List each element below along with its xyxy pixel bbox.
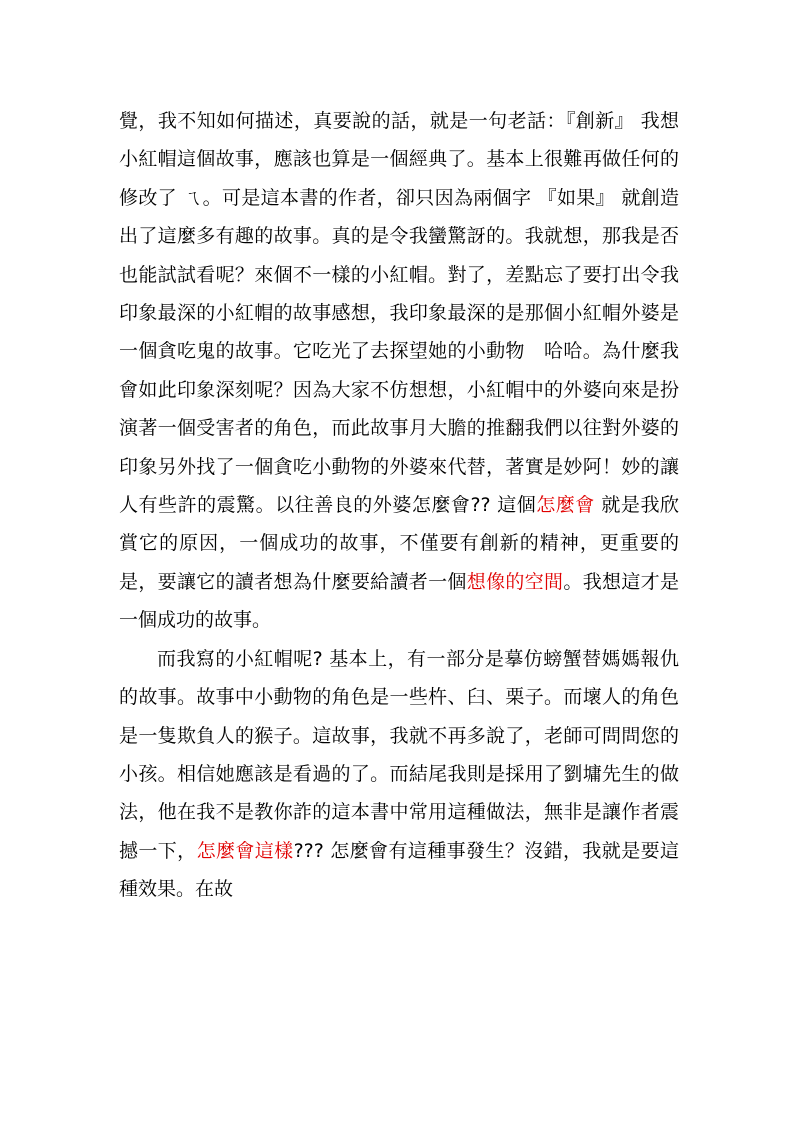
highlight-imagination-space: 想像的空間 xyxy=(466,570,564,593)
paragraph-1-text-a: 覺，我不知如何描述，真要說的話，就是一句老話：『創新』 我想小紅帽這個故事，應該也算是一個經典了。基本上很難再做任何的修改了 ㄟ。可是這本書的作者，卻只因為兩個字 『如果』 就創造出了這麼多有趣的故事。真的是令我蠻驚訝的。我就想，那我是否也能試試看呢？來個不一樣的小紅帽。對了，差點忘了要打出令我印象最深的小紅帽的故事感想，我印象最深的是那個小紅帽外婆是一個貪吃鬼的故事。它吃光了去探望她的小動物 哈哈。為什麼我會如此印象深刻呢？因為大家不仿想想，小紅帽中的外婆向來是扮演著一個受害者的角色，而此故事月大膽的推翻我們以往對外婆的印象另外找了一個貪吃小動物的外婆來代替，著實是妙阿！妙的讓人有些許的震驚。以往善良的外婆怎麼會?? 這個 xyxy=(119,110,679,517)
paragraph-2-text-a: 而我寫的小紅帽呢? 基本上，有一部分是摹仿螃蟹替媽媽報仇的故事。故事中小動物的角色是一些杵、臼、栗子。而壞人的角色是一隻欺負人的猴子。這故事，我就不再多說了，老師可問問您的小孩。相信她應該是看過的了。而結尾我則是採用了劉墉先生的做法，他在我不是教你詐的這本書中常用這種做法，無非是讓作者震撼一下， xyxy=(119,647,679,862)
paragraph-1-text-c: 。我想這才是一個成功的故事。 xyxy=(119,570,679,632)
document-body xyxy=(119,102,679,909)
paragraph-2-text-b: ??? 怎麼會有這種事發生？沒錯，我就是要這種效果。在故 xyxy=(119,839,679,901)
highlight-how-could: 怎麼會 xyxy=(536,494,595,517)
paragraph-2 xyxy=(119,640,679,909)
paragraph-1-text-b: 就是我欣賞它的原因，一個成功的故事，不僅要有創新的精神，更重要的是，要讓它的讀者想為什麼要給讀者一個 xyxy=(119,494,679,593)
paragraph-1 xyxy=(119,102,679,640)
highlight-how-could-this: 怎麼會這樣 xyxy=(196,839,294,862)
